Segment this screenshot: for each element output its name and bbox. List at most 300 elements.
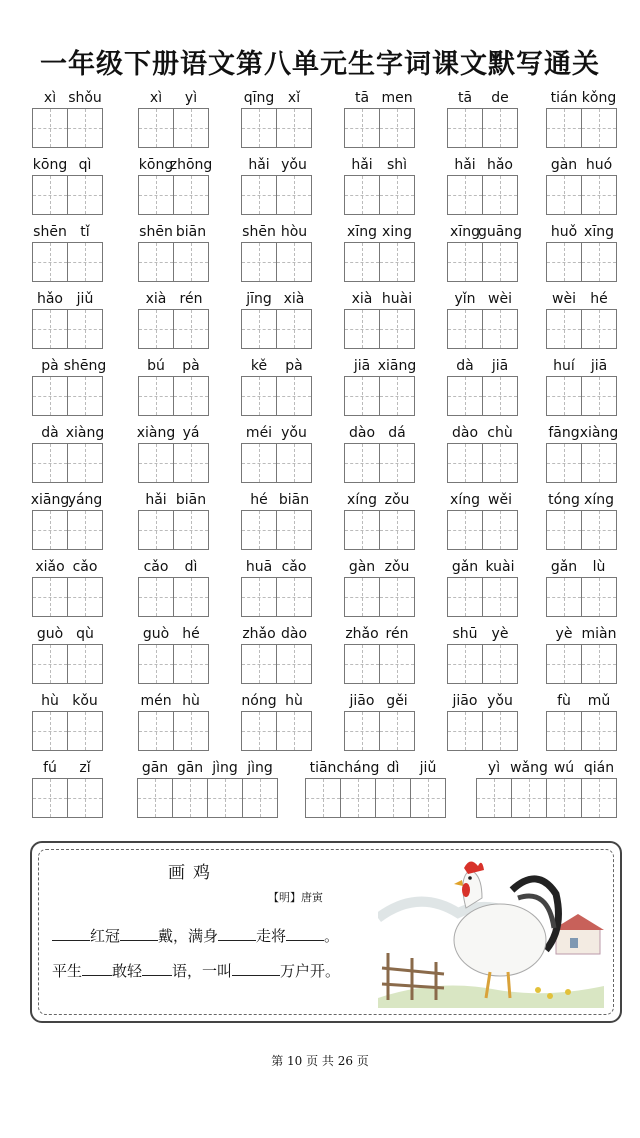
pinyin-syllable: xiāng xyxy=(30,492,70,508)
pinyin-syllable: cháng xyxy=(336,760,380,776)
pinyin-syllable: hù xyxy=(41,693,59,709)
tianzige-box[interactable] xyxy=(344,577,380,617)
tianzige-box[interactable] xyxy=(137,778,173,818)
pinyin-syllable: dào xyxy=(451,425,479,441)
pinyin-syllable: xiǎo xyxy=(35,559,65,575)
tianzige-boxes xyxy=(546,175,616,215)
pinyin-syllable: wěi xyxy=(488,492,512,508)
tianzige-box[interactable] xyxy=(581,443,617,483)
fill-blank[interactable] xyxy=(82,961,112,976)
pinyin-syllable: shì xyxy=(386,157,408,173)
pinyin-line xyxy=(138,289,209,309)
pinyin-line xyxy=(447,88,518,108)
tianzige-box[interactable] xyxy=(375,778,411,818)
tianzige-box[interactable] xyxy=(32,242,68,282)
tianzige-box[interactable] xyxy=(276,577,312,617)
tianzige-box[interactable] xyxy=(447,309,483,349)
tianzige-box[interactable] xyxy=(379,644,415,684)
pinyin-syllable: xīng xyxy=(347,224,377,240)
pinyin-syllable: qù xyxy=(76,626,94,642)
tianzige-box[interactable] xyxy=(67,510,103,550)
pinyin-syllable: cǎo xyxy=(281,559,307,575)
pinyin-syllable: fú xyxy=(43,760,57,776)
fill-blank[interactable] xyxy=(52,926,90,941)
pinyin-syllable: yǐn xyxy=(454,291,476,307)
pinyin-line xyxy=(138,557,209,577)
pinyin-syllable: hù xyxy=(182,693,200,709)
pinyin-syllable: zǐ xyxy=(79,760,91,776)
tianzige-box[interactable] xyxy=(32,376,68,416)
pinyin-line xyxy=(138,423,209,443)
pinyin-syllable: gàn xyxy=(550,157,578,173)
pinyin-syllable: xīng xyxy=(450,224,480,240)
pinyin-line xyxy=(32,289,103,309)
tianzige-box[interactable] xyxy=(447,242,483,282)
tianzige-box[interactable] xyxy=(276,108,312,148)
pinyin-line xyxy=(546,557,617,577)
pinyin-syllable: hǎi xyxy=(454,157,476,173)
tianzige-boxes xyxy=(138,175,208,215)
pinyin-line xyxy=(32,557,103,577)
fill-blank[interactable] xyxy=(120,926,158,941)
tianzige-boxes xyxy=(546,242,616,282)
tianzige-box[interactable] xyxy=(276,644,312,684)
fill-blank[interactable] xyxy=(286,926,324,941)
tianzige-boxes xyxy=(241,175,311,215)
tianzige-box[interactable] xyxy=(379,510,415,550)
tianzige-box[interactable] xyxy=(138,108,174,148)
pinyin-syllable: rén xyxy=(179,291,203,307)
tianzige-boxes xyxy=(546,376,616,416)
pinyin-syllable: kuài xyxy=(485,559,515,575)
fill-blank[interactable] xyxy=(218,926,256,941)
tianzige-box[interactable] xyxy=(379,376,415,416)
tianzige-boxes xyxy=(447,510,517,550)
tianzige-box[interactable] xyxy=(581,577,617,617)
pinyin-syllable: xing xyxy=(382,224,412,240)
tianzige-box[interactable] xyxy=(32,309,68,349)
fill-blank[interactable] xyxy=(142,961,172,976)
tianzige-box[interactable] xyxy=(482,175,518,215)
tianzige-box[interactable] xyxy=(379,711,415,751)
tianzige-box[interactable] xyxy=(276,711,312,751)
tianzige-box[interactable] xyxy=(546,242,582,282)
pinyin-syllable: mén xyxy=(140,693,172,709)
tianzige-box[interactable] xyxy=(32,778,68,818)
tianzige-box[interactable] xyxy=(379,175,415,215)
vocab-row xyxy=(0,691,640,758)
pinyin-syllable: dào xyxy=(280,626,308,642)
tianzige-box[interactable] xyxy=(173,510,209,550)
tianzige-box[interactable] xyxy=(546,376,582,416)
vocab-row xyxy=(0,155,640,222)
tianzige-box[interactable] xyxy=(241,376,277,416)
tianzige-box[interactable] xyxy=(138,644,174,684)
tianzige-box[interactable] xyxy=(241,577,277,617)
pinyin-syllable: yè xyxy=(491,626,509,642)
pinyin-line xyxy=(241,88,312,108)
tianzige-box[interactable] xyxy=(476,778,512,818)
pinyin-line xyxy=(241,557,312,577)
poem-author: 【明】唐寅 xyxy=(268,891,323,904)
tianzige-boxes xyxy=(32,510,102,550)
tianzige-box[interactable] xyxy=(410,778,446,818)
tianzige-box[interactable] xyxy=(241,242,277,282)
pinyin-syllable: pà xyxy=(41,358,59,374)
pinyin-line xyxy=(447,624,518,644)
pinyin-syllable: tóng xyxy=(548,492,580,508)
tianzige-box[interactable] xyxy=(67,242,103,282)
pinyin-line xyxy=(32,88,103,108)
tianzige-box[interactable] xyxy=(276,376,312,416)
pinyin-line xyxy=(447,222,523,242)
pinyin-syllable: jiǔ xyxy=(419,760,437,776)
pinyin-line xyxy=(138,490,209,510)
tianzige-boxes xyxy=(32,242,102,282)
poem-text: 走将 xyxy=(256,927,287,945)
fill-blank[interactable] xyxy=(232,961,280,976)
pinyin-syllable: pà xyxy=(285,358,303,374)
tianzige-box[interactable] xyxy=(67,376,103,416)
pinyin-syllable: xià xyxy=(145,291,167,307)
pinyin-line xyxy=(344,624,415,644)
tianzige-boxes xyxy=(546,711,616,751)
tianzige-box[interactable] xyxy=(241,644,277,684)
tianzige-box[interactable] xyxy=(546,443,582,483)
pinyin-syllable: tā xyxy=(354,90,370,106)
pinyin-syllable: bú xyxy=(147,358,165,374)
pinyin-line xyxy=(241,691,312,711)
tianzige-box[interactable] xyxy=(482,309,518,349)
pinyin-syllable: dá xyxy=(388,425,406,441)
tianzige-box[interactable] xyxy=(447,108,483,148)
tianzige-box[interactable] xyxy=(546,778,582,818)
tianzige-box[interactable] xyxy=(241,510,277,550)
pinyin-syllable: kǒng xyxy=(581,90,617,106)
pinyin-line xyxy=(546,423,617,443)
tianzige-box[interactable] xyxy=(305,778,341,818)
tianzige-box[interactable] xyxy=(546,510,582,550)
tianzige-boxes xyxy=(447,376,517,416)
tianzige-boxes xyxy=(447,711,517,751)
tianzige-box[interactable] xyxy=(581,108,617,148)
tianzige-boxes xyxy=(447,644,517,684)
pinyin-syllable: hǎi xyxy=(248,157,270,173)
tianzige-box[interactable] xyxy=(276,175,312,215)
tianzige-box[interactable] xyxy=(482,577,518,617)
pinyin-syllable: yì xyxy=(487,760,501,776)
tianzige-box[interactable] xyxy=(67,443,103,483)
tianzige-box[interactable] xyxy=(482,108,518,148)
tianzige-box[interactable] xyxy=(241,108,277,148)
tianzige-box[interactable] xyxy=(344,108,380,148)
pinyin-syllable: cǎo xyxy=(143,559,169,575)
tianzige-box[interactable] xyxy=(344,242,380,282)
pinyin-syllable: shēng xyxy=(63,358,107,374)
tianzige-box[interactable] xyxy=(344,175,380,215)
pinyin-line xyxy=(447,155,518,175)
tianzige-boxes xyxy=(546,443,616,483)
tianzige-box[interactable] xyxy=(379,242,415,282)
tianzige-box[interactable] xyxy=(173,108,209,148)
tianzige-box[interactable] xyxy=(241,711,277,751)
tianzige-box[interactable] xyxy=(67,778,103,818)
pinyin-line xyxy=(344,356,415,376)
tianzige-boxes xyxy=(241,376,311,416)
pinyin-syllable: dà xyxy=(456,358,474,374)
tianzige-box[interactable] xyxy=(546,175,582,215)
pinyin-line xyxy=(138,88,209,108)
tianzige-boxes xyxy=(447,108,517,148)
pinyin-syllable: fāng xyxy=(548,425,580,441)
tianzige-box[interactable] xyxy=(276,242,312,282)
pinyin-syllable: biān xyxy=(278,492,310,508)
tianzige-box[interactable] xyxy=(173,711,209,751)
pinyin-line xyxy=(344,155,415,175)
pinyin-syllable: gǎn xyxy=(451,559,479,575)
tianzige-box[interactable] xyxy=(379,443,415,483)
tianzige-box[interactable] xyxy=(482,242,518,282)
tianzige-box[interactable] xyxy=(241,309,277,349)
tianzige-box[interactable] xyxy=(67,175,103,215)
tianzige-box[interactable] xyxy=(482,376,518,416)
tianzige-box[interactable] xyxy=(32,175,68,215)
tianzige-boxes xyxy=(241,577,311,617)
tianzige-box[interactable] xyxy=(379,309,415,349)
tianzige-boxes xyxy=(32,644,102,684)
pinyin-syllable: xiàng xyxy=(579,425,619,441)
tianzige-box[interactable] xyxy=(482,510,518,550)
tianzige-boxes xyxy=(344,175,414,215)
tianzige-box[interactable] xyxy=(482,711,518,751)
tianzige-box[interactable] xyxy=(241,175,277,215)
tianzige-box[interactable] xyxy=(581,175,617,215)
tianzige-box[interactable] xyxy=(344,644,380,684)
pinyin-syllable: men xyxy=(381,90,413,106)
tianzige-box[interactable] xyxy=(173,644,209,684)
vocab-row xyxy=(0,423,640,490)
tianzige-box[interactable] xyxy=(32,108,68,148)
tianzige-box[interactable] xyxy=(67,644,103,684)
tianzige-box[interactable] xyxy=(546,711,582,751)
pinyin-line xyxy=(344,557,415,577)
tianzige-box[interactable] xyxy=(447,443,483,483)
tianzige-box[interactable] xyxy=(482,644,518,684)
tianzige-boxes xyxy=(344,577,414,617)
tianzige-box[interactable] xyxy=(67,309,103,349)
tianzige-box[interactable] xyxy=(447,644,483,684)
pinyin-line xyxy=(32,356,107,376)
tianzige-boxes xyxy=(138,711,208,751)
pinyin-syllable: xíng xyxy=(584,492,614,508)
pinyin-syllable: wèi xyxy=(488,291,512,307)
pinyin-line xyxy=(546,222,617,242)
pinyin-syllable: biān xyxy=(175,492,207,508)
tianzige-boxes xyxy=(546,577,616,617)
tianzige-box[interactable] xyxy=(138,309,174,349)
tianzige-box[interactable] xyxy=(581,510,617,550)
pinyin-syllable: kōng xyxy=(32,157,68,173)
pinyin-syllable: jìng xyxy=(212,760,238,776)
tianzige-box[interactable] xyxy=(447,376,483,416)
tianzige-box[interactable] xyxy=(581,309,617,349)
tianzige-box[interactable] xyxy=(173,376,209,416)
tianzige-box[interactable] xyxy=(379,577,415,617)
tianzige-box[interactable] xyxy=(276,510,312,550)
pinyin-syllable: dà xyxy=(41,425,59,441)
tianzige-box[interactable] xyxy=(482,443,518,483)
pinyin-line xyxy=(241,624,312,644)
tianzige-box[interactable] xyxy=(379,108,415,148)
pinyin-line xyxy=(241,423,312,443)
tianzige-boxes xyxy=(137,778,277,818)
pinyin-syllable: guò xyxy=(142,626,170,642)
tianzige-boxes xyxy=(546,510,616,550)
tianzige-box[interactable] xyxy=(546,577,582,617)
tianzige-boxes xyxy=(32,711,102,751)
pinyin-line xyxy=(241,356,312,376)
pinyin-line xyxy=(546,155,617,175)
tianzige-box[interactable] xyxy=(581,778,617,818)
pinyin-line xyxy=(138,624,209,644)
pinyin-syllable: yǒu xyxy=(487,693,513,709)
vocab-row xyxy=(0,289,640,356)
pinyin-syllable: mǔ xyxy=(587,693,611,709)
pinyin-syllable: cǎo xyxy=(72,559,98,575)
tianzige-boxes xyxy=(305,778,445,818)
tianzige-box[interactable] xyxy=(581,376,617,416)
tianzige-box[interactable] xyxy=(447,510,483,550)
tianzige-box[interactable] xyxy=(344,309,380,349)
pinyin-line xyxy=(447,423,518,443)
pinyin-syllable: de xyxy=(491,90,509,106)
tianzige-box[interactable] xyxy=(138,376,174,416)
tianzige-box[interactable] xyxy=(173,175,209,215)
tianzige-box[interactable] xyxy=(511,778,547,818)
tianzige-box[interactable] xyxy=(447,711,483,751)
poem-title: 画鸡 xyxy=(168,863,218,883)
tianzige-box[interactable] xyxy=(581,711,617,751)
tianzige-box[interactable] xyxy=(344,443,380,483)
pinyin-line xyxy=(32,155,103,175)
pinyin-syllable: xīng xyxy=(584,224,614,240)
tianzige-box[interactable] xyxy=(32,644,68,684)
tianzige-box[interactable] xyxy=(32,443,68,483)
tianzige-boxes xyxy=(447,443,517,483)
tianzige-box[interactable] xyxy=(173,242,209,282)
tianzige-box[interactable] xyxy=(340,778,376,818)
tianzige-box[interactable] xyxy=(173,577,209,617)
pinyin-syllable: tián xyxy=(550,90,578,106)
tianzige-box[interactable] xyxy=(32,711,68,751)
pinyin-syllable: xì xyxy=(43,90,57,106)
tianzige-box[interactable] xyxy=(241,443,277,483)
pinyin-line xyxy=(138,356,209,376)
pinyin-line xyxy=(32,691,103,711)
tianzige-box[interactable] xyxy=(344,510,380,550)
pinyin-syllable: pà xyxy=(182,358,200,374)
poem-text: 万户开。 xyxy=(280,962,341,980)
poem-text: 平生 xyxy=(52,962,83,980)
tianzige-box[interactable] xyxy=(138,242,174,282)
poem-line-2 xyxy=(52,960,340,981)
tianzige-box[interactable] xyxy=(546,108,582,148)
tianzige-boxes xyxy=(32,443,102,483)
tianzige-box[interactable] xyxy=(447,577,483,617)
pinyin-syllable: wèi xyxy=(552,291,576,307)
pinyin-line xyxy=(344,423,415,443)
pinyin-line xyxy=(138,691,209,711)
tianzige-box[interactable] xyxy=(344,376,380,416)
pinyin-syllable: tǐ xyxy=(80,224,90,240)
tianzige-box[interactable] xyxy=(138,577,174,617)
pinyin-syllable: hòu xyxy=(280,224,308,240)
tianzige-box[interactable] xyxy=(546,644,582,684)
tianzige-box[interactable] xyxy=(276,443,312,483)
poem-text: 戴，满身 xyxy=(158,927,219,945)
pinyin-syllable: yá xyxy=(182,425,200,441)
tianzige-boxes xyxy=(344,510,414,550)
pinyin-syllable: dì xyxy=(386,760,400,776)
rooster-illustration xyxy=(378,858,604,1008)
tianzige-box[interactable] xyxy=(581,242,617,282)
pinyin-syllable: shēn xyxy=(33,224,67,240)
tianzige-box[interactable] xyxy=(581,644,617,684)
tianzige-box[interactable] xyxy=(138,175,174,215)
vocab-row xyxy=(0,557,640,624)
tianzige-boxes xyxy=(241,443,311,483)
pinyin-syllable: xíng xyxy=(347,492,377,508)
pinyin-line xyxy=(32,423,103,443)
poem-text: 语，一叫 xyxy=(172,962,233,980)
tianzige-box[interactable] xyxy=(207,778,243,818)
tianzige-boxes xyxy=(32,175,102,215)
tianzige-box[interactable] xyxy=(67,711,103,751)
tianzige-box[interactable] xyxy=(67,108,103,148)
pinyin-syllable: guāng xyxy=(477,224,523,240)
tianzige-box[interactable] xyxy=(138,510,174,550)
vocab-row-idioms xyxy=(0,758,640,825)
tianzige-boxes xyxy=(241,108,311,148)
tianzige-box[interactable] xyxy=(546,309,582,349)
pinyin-line xyxy=(241,222,312,242)
pinyin-syllable: fù xyxy=(557,693,571,709)
tianzige-boxes xyxy=(32,108,102,148)
tianzige-box[interactable] xyxy=(344,711,380,751)
tianzige-box[interactable] xyxy=(138,443,174,483)
tianzige-box[interactable] xyxy=(276,309,312,349)
tianzige-box[interactable] xyxy=(172,778,208,818)
tianzige-box[interactable] xyxy=(173,443,209,483)
pinyin-syllable: huó xyxy=(585,157,613,173)
pinyin-syllable: yì xyxy=(184,90,198,106)
pinyin-line xyxy=(546,356,617,376)
tianzige-box[interactable] xyxy=(242,778,278,818)
pinyin-syllable: zhǎo xyxy=(345,626,379,642)
tianzige-box[interactable] xyxy=(67,577,103,617)
tianzige-box[interactable] xyxy=(173,309,209,349)
tianzige-boxes xyxy=(32,577,102,617)
tianzige-boxes xyxy=(344,644,414,684)
tianzige-box[interactable] xyxy=(32,577,68,617)
tianzige-boxes xyxy=(447,175,517,215)
tianzige-box[interactable] xyxy=(138,711,174,751)
pinyin-syllable: kě xyxy=(250,358,268,374)
tianzige-boxes xyxy=(138,577,208,617)
tianzige-box[interactable] xyxy=(32,510,68,550)
tianzige-box[interactable] xyxy=(447,175,483,215)
pinyin-line xyxy=(138,222,209,242)
